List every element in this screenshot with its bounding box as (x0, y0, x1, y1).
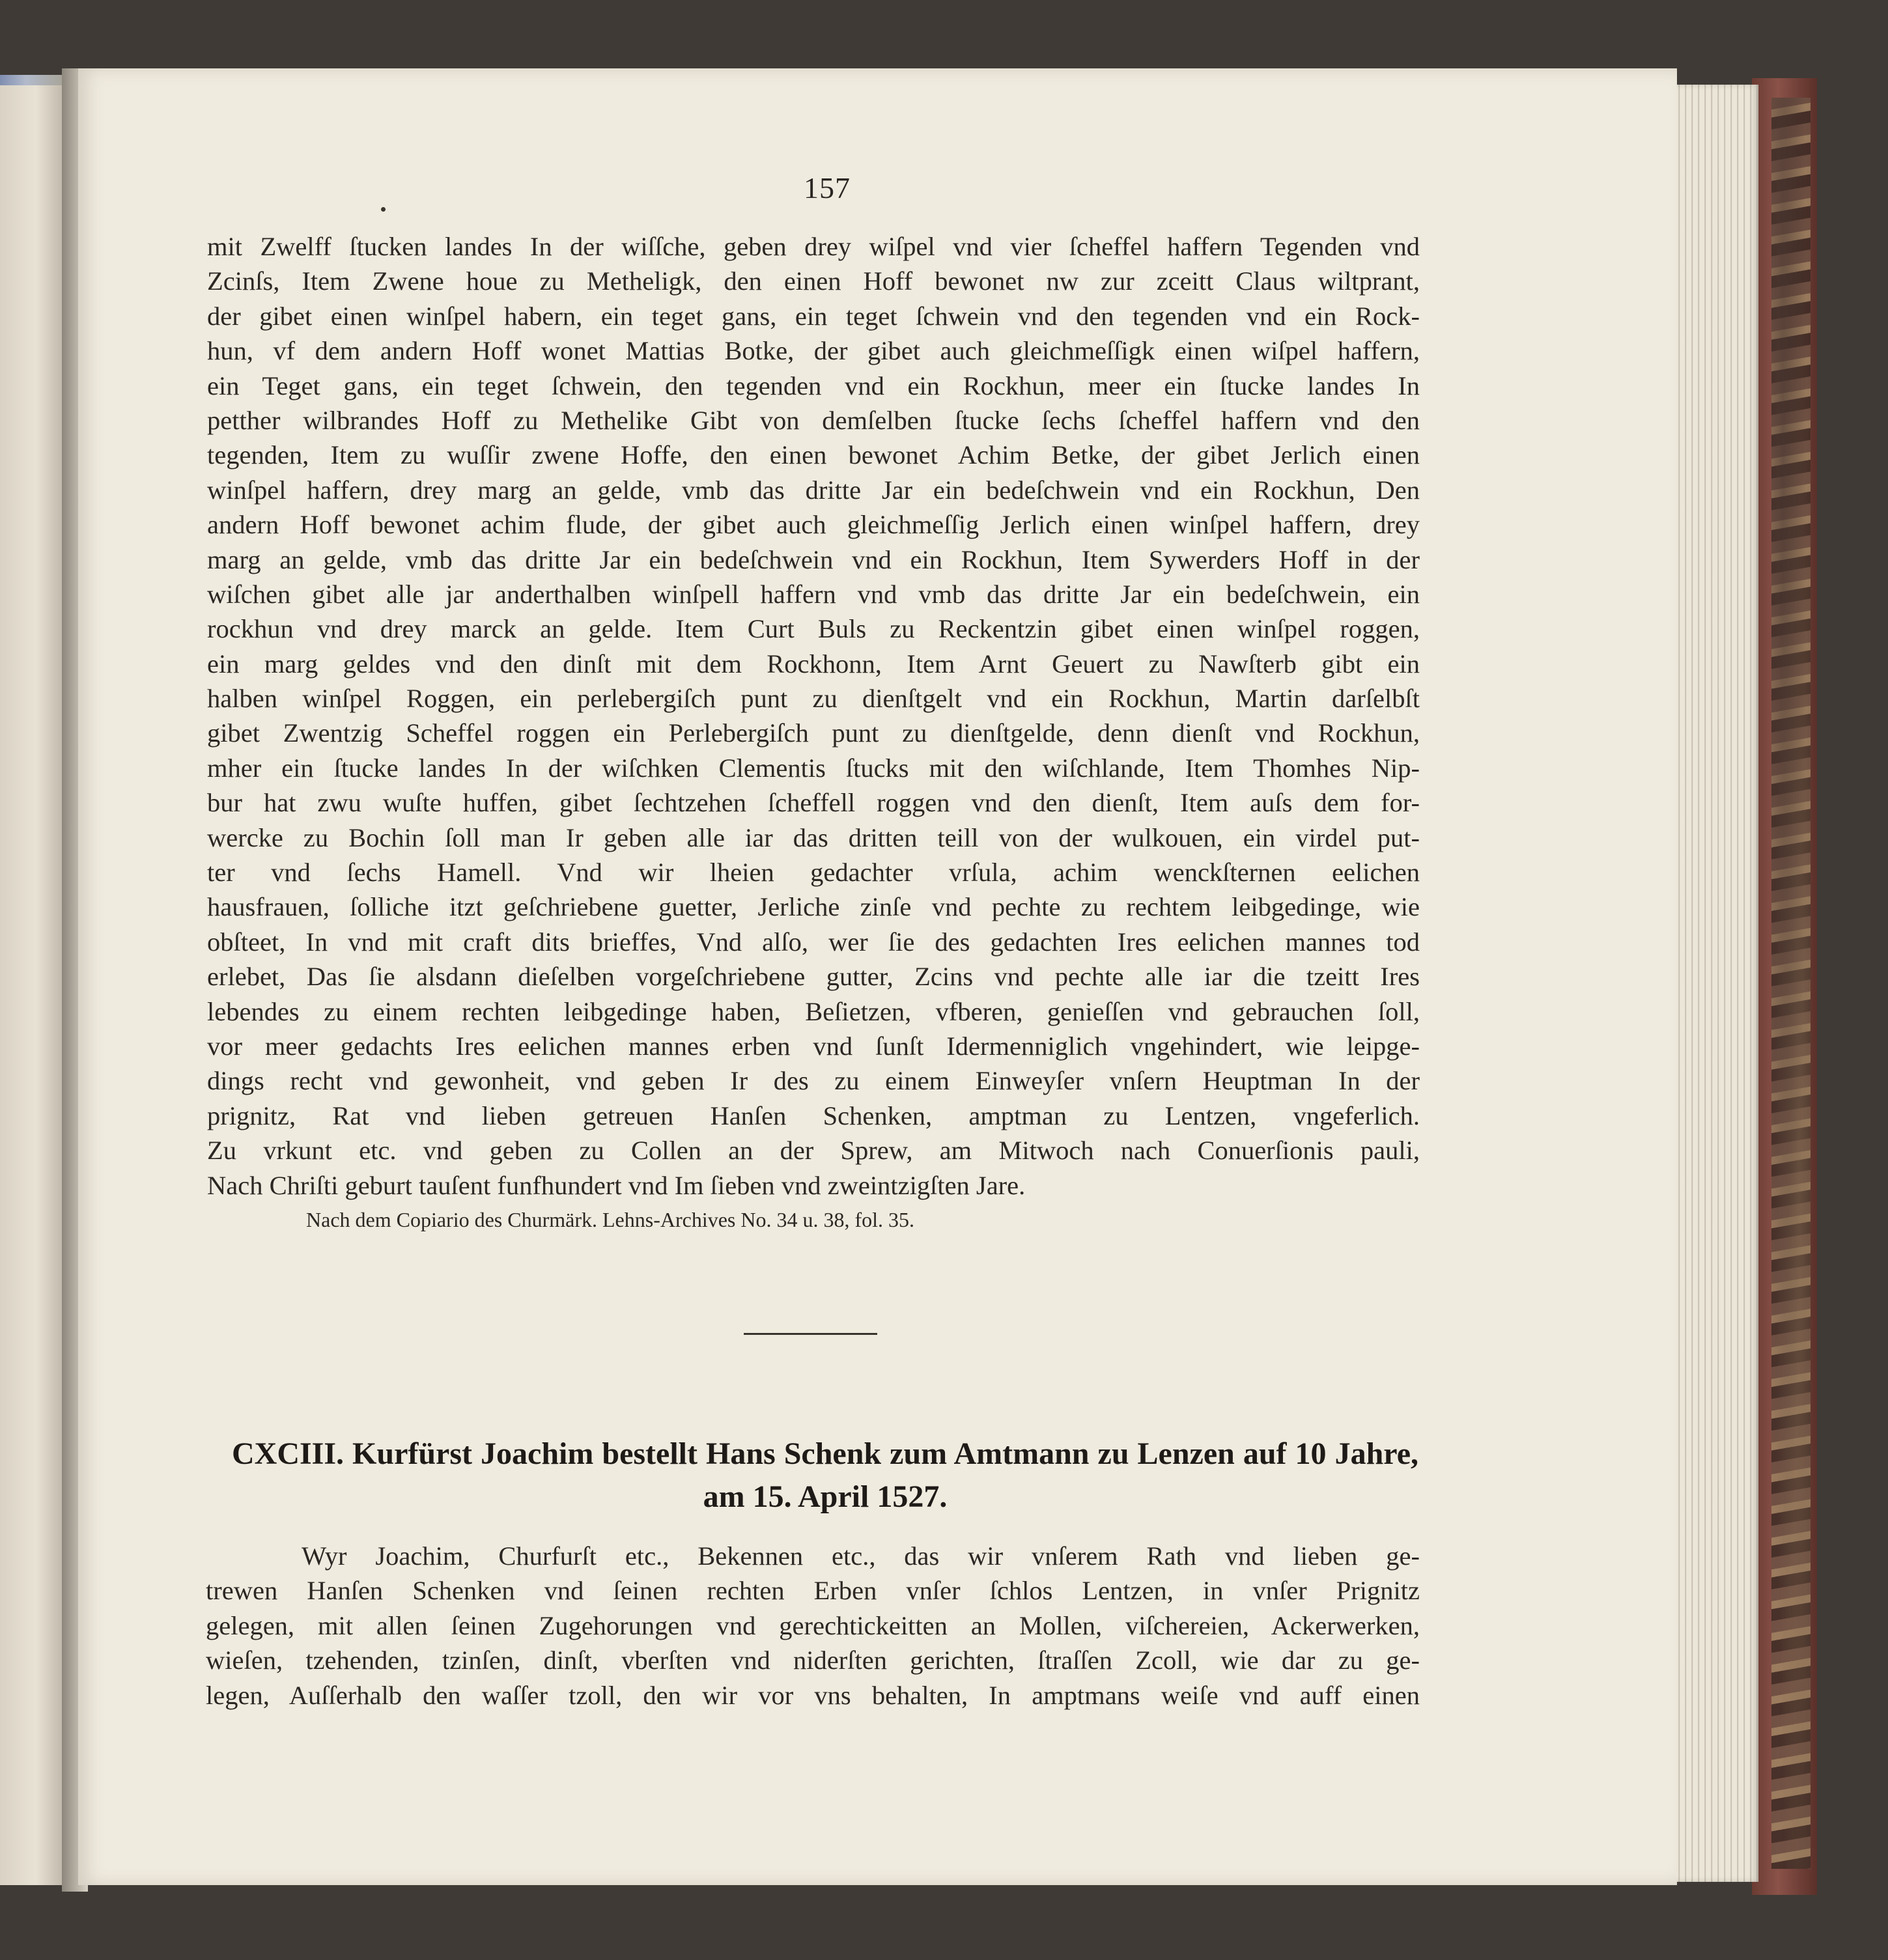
ink-speck (381, 207, 386, 212)
source-note: Nach dem Copiario des Churmärk. Lehns-Archives No. 34 u. 38, fol. 35. (306, 1208, 915, 1231)
text-line: obſteet, In vnd mit craft dits brieffes, Vnd alſo, wer ſie des gedachten Ires eelichen mannes tod (207, 927, 1420, 957)
text-line: Wyr Joachim, Churfurſt etc., Bekennen etc., das wir vnſerem Rath vnd lieben ge- (302, 1541, 1420, 1571)
text-line: vor meer gedachts Ires eelichen mannes erben vnd ſunſt Idermenniglich vngehindert, wie leipge- (207, 1031, 1420, 1061)
left-page-edge (0, 75, 65, 1885)
text-line: wercke zu Bochin ſoll man Ir geben alle iar das dritten teill von der wulkouen, ein virdel put- (207, 822, 1420, 852)
text-line: ein marg geldes vnd den dinſt mit dem Rockhonn, Item Arnt Geuert zu Nawſterb gibt ein (207, 649, 1420, 679)
text-line: hausfrauen, ſolliche itzt geſchriebene guetter, Jerliche zinſe vnd pechte zu rechtem leibgedinge, wie (207, 892, 1420, 922)
text-line: hun, vf dem andern Hoff wonet Mattias Botke, der gibet auch gleichmeſſigk einen wiſpel haffern, (207, 336, 1420, 366)
document-heading (232, 1433, 1418, 1519)
text-line: gelegen, mit allen ſeinen Zugehorungen vnd gerechtickeitten an Mollen, viſchereien, Ackerwerken, (206, 1610, 1420, 1640)
heading-line-1: CXCIII. Kurfürst Joachim bestellt Hans Schenk zum Amtmann zu Lenzen auf 10 Jahre, (232, 1436, 1418, 1471)
text-line: mher ein ſtucke landes In der wiſchken Clementis ſtucks mit den wiſchlande, Item Thomhes Nip- (207, 753, 1420, 783)
left-page-top-edge (0, 75, 65, 85)
text-line: winſpel haffern, drey marg an gelde, vmb das dritte Jar ein bedeſchwein vnd ein Rockhun, Den (207, 475, 1420, 505)
text-line: wiſchen gibet alle jar anderthalben winſpell haffern vnd vmb das dritte Jar ein bedeſchwein, ein (207, 579, 1420, 609)
body-text (207, 229, 1420, 1203)
text-line: der gibet einen winſpel habern, ein teget gans, ein teget ſchwein vnd den tegenden vnd ein Rock- (207, 301, 1420, 331)
page-number: 157 (804, 171, 851, 204)
text-line: ein Teget gans, ein teget ſchwein, den tegenden vnd ein Rockhun, meer ein ſtucke landes In (207, 371, 1420, 400)
text-line: dings recht vnd gewonheit, vnd geben Ir des zu einem Einweyſer vnſern Heuptman In der (207, 1066, 1420, 1096)
page-block-edges (1667, 85, 1758, 1882)
text-line: gibet Zwentzig Scheffel roggen ein Perlebergiſch punt zu dienſtgelde, denn dienſt vnd Rockhun, (207, 718, 1420, 748)
heading-line-2: am 15. April 1527. (703, 1479, 948, 1514)
marbled-cover (1771, 98, 1811, 1869)
text-line: lebendes zu einem rechten leibgedinge haben, Beſietzen, vfberen, genieſſen vnd gebrauchen ſoll, (207, 996, 1420, 1026)
text-line: erlebet, Das ſie alsdann dieſelben vorgeſchriebene gutter, Zcins vnd pechte alle iar die tzeitt Ires (207, 962, 1420, 992)
text-line: marg an gelde, vmb das dritte Jar ein bedeſchwein vnd ein Rockhun, Item Sywerders Hoff in der (207, 544, 1420, 574)
text-line: prignitz, Rat vnd lieben getreuen Hanſen Schenken, amptman zu Lentzen, vngeferlich. (207, 1100, 1420, 1130)
text-line: andern Hoff bewonet achim flude, der gibet auch gleichmeſſig Jerlich einen winſpel haffern, drey (207, 510, 1420, 540)
text-line: halben winſpel Roggen, ein perlebergiſch punt zu dienſtgelt vnd ein Rockhun, Martin darſelbſt (207, 684, 1420, 714)
section-divider (744, 1333, 877, 1335)
text-line: wieſen, tzehenden, tzinſen, dinſt, vberſten vnd niderſten gerichten, ſtraſſen Zcoll, wie dar zu ge- (206, 1645, 1420, 1675)
document-paragraph (206, 1539, 1420, 1713)
text-line: bur hat zwu wuſte huffen, gibet ſechtzehen ſcheffell roggen vnd den dienſt, Item auſs dem for- (207, 788, 1420, 818)
text-line: Nach Chriſti geburt tauſent funfhundert vnd Im ſieben vnd zweintzigſten Jare. (207, 1170, 1026, 1200)
text-line: tegenden, Item zu wuſſir zwene Hoffe, den einen bewonet Achim Betke, der gibet Jerlich einen (207, 440, 1420, 470)
text-line: Zcinſs, Item Zwene houe zu Metheligk, den einen Hoff bewonet nw zur zceitt Claus wiltprant, (207, 266, 1420, 296)
text-line: petther wilbrandes Hoff zu Methelike Gibt von demſelben ſtucke ſechs ſcheffel haffern vnd den (207, 405, 1420, 435)
text-line: rockhun vnd drey marck an gelde. Item Curt Buls zu Reckentzin gibet einen winſpel roggen, (207, 614, 1420, 644)
text-line: ter vnd ſechs Hamell. Vnd wir lheien gedachter vrſula, achim wenckſternen eelichen (207, 858, 1420, 888)
text-line: legen, Auſſerhalb den waſſer tzoll, den wir vor vns behalten, In amptmans weiſe vnd auff einen (206, 1680, 1420, 1710)
text-line: mit Zwelff ſtucken landes In der wiſſche, geben drey wiſpel vnd vier ſcheffel haffern Tegenden vnd (207, 232, 1420, 261)
text-line: Zu vrkunt etc. vnd geben zu Collen an der Sprew, am Mitwoch nach Conuerſionis pauli, (207, 1136, 1420, 1166)
text-line: trewen Hanſen Schenken vnd ſeinen rechten Erben vnſer ſchlos Lentzen, in vnſer Prignitz (206, 1576, 1420, 1606)
